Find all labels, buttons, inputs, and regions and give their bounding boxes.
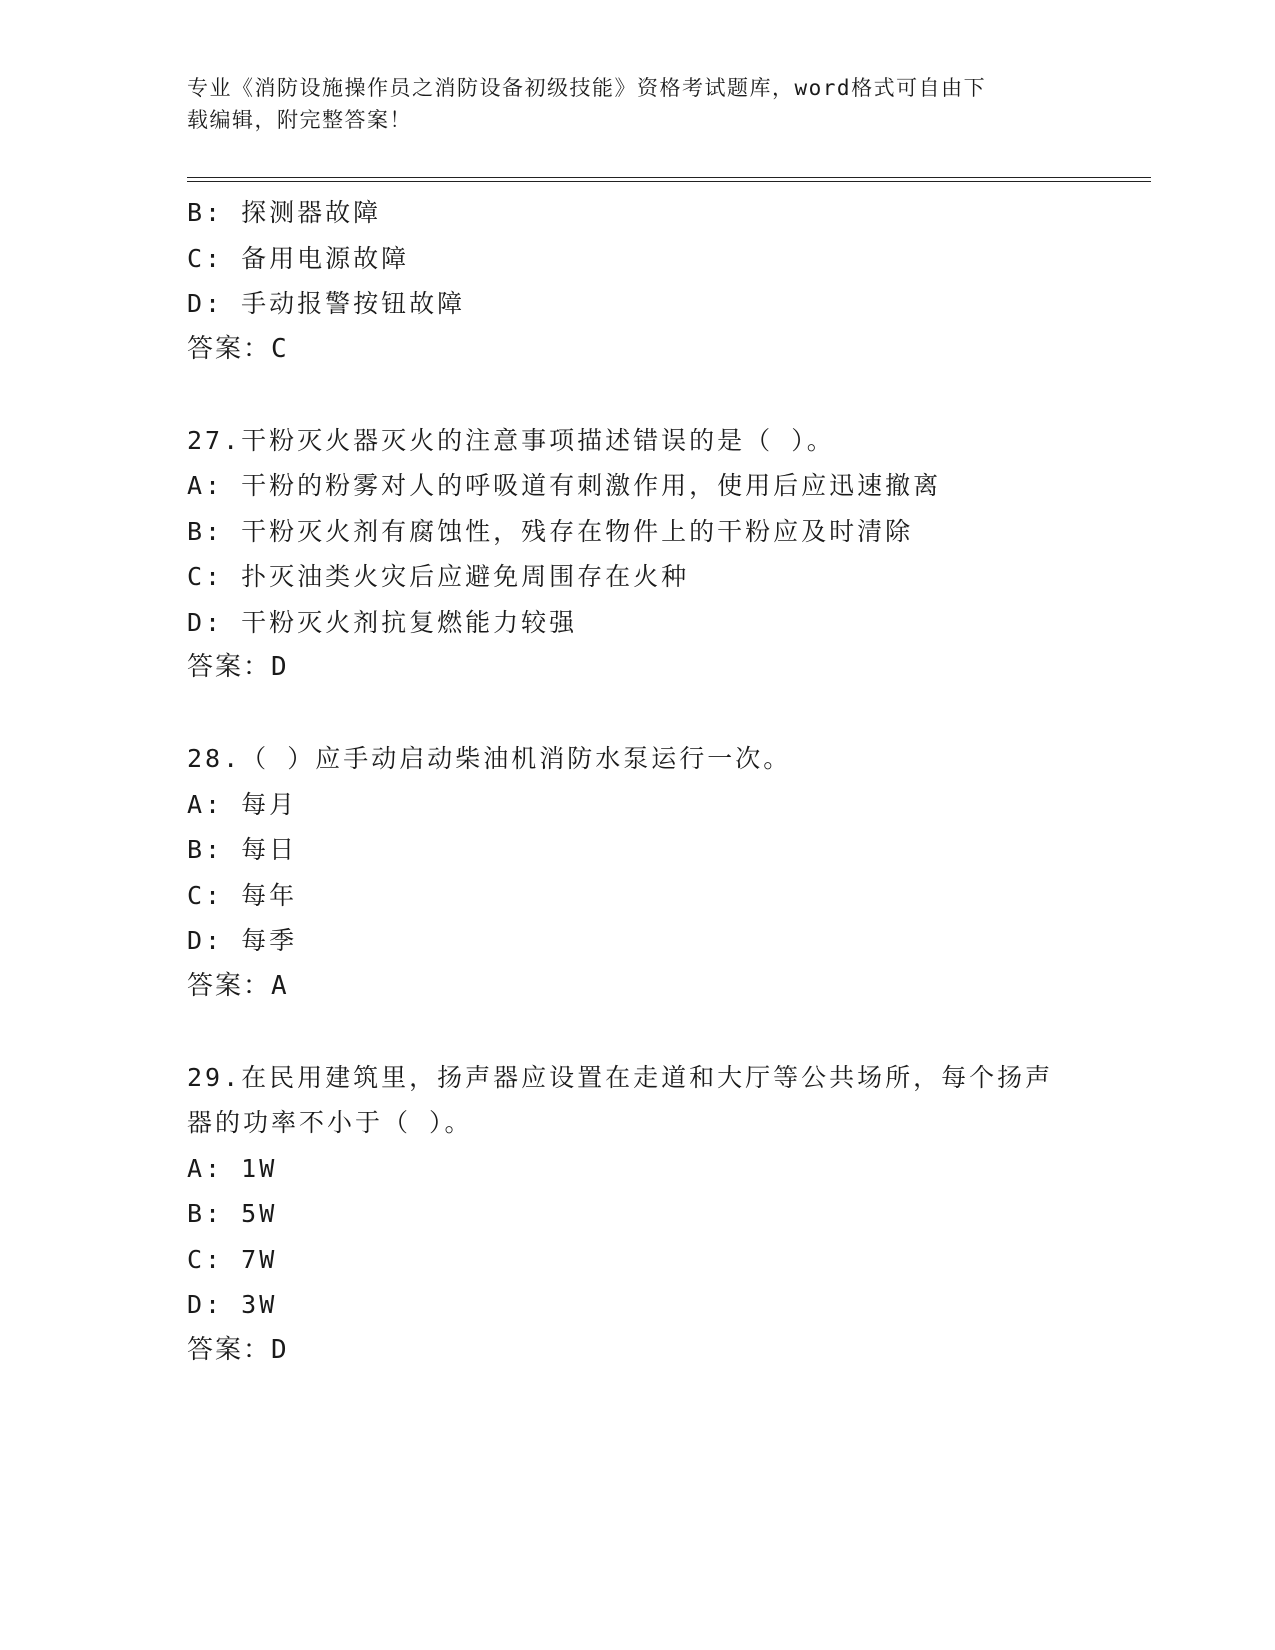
option-a: A: 干粉的粉雾对人的呼吸道有刺激作用，使用后应迅速撤离 xyxy=(187,471,942,500)
option-b: B: 探测器故障 xyxy=(187,198,382,227)
answer: 答案：A xyxy=(187,970,289,1001)
option-c: C: 每年 xyxy=(187,880,298,910)
option-a: A: 1W xyxy=(187,1153,278,1183)
option-b: B: 5W xyxy=(187,1199,278,1228)
answer: 答案：D xyxy=(187,652,289,682)
option-b: B: 干粉灭火剂有腐蚀性，残存在物件上的干粉应及时清除 xyxy=(187,516,914,546)
option-c: C: 扑灭油类火灾后应避免周围存在火种 xyxy=(187,562,690,591)
question-28 xyxy=(187,736,1107,1009)
header-line-1: 专业《消防设施操作员之消防设备初级技能》资格考试题库，word格式可自由下 xyxy=(187,76,987,100)
header-divider xyxy=(187,177,1151,182)
question-stem: 27.干粉灭火器灭火的注意事项描述错误的是（ ）。 xyxy=(187,425,835,455)
question-stem-line-1: 29.在民用建筑里，扬声器应设置在走道和大厅等公共场所，每个扬声 xyxy=(187,1062,1054,1092)
question-stem-line-2: 器的功率不小于（ ）。 xyxy=(187,1108,473,1137)
question-list xyxy=(187,190,1107,1373)
option-c: C: 7W xyxy=(187,1244,278,1274)
option-d: D: 干粉灭火剂抗复燃能力较强 xyxy=(187,607,578,637)
option-d: D: 手动报警按钮故障 xyxy=(187,289,466,318)
question-29 xyxy=(187,1055,1107,1374)
header-line-2: 载编辑，附完整答案！ xyxy=(187,108,412,132)
answer: 答案：C xyxy=(187,333,289,364)
option-b: B: 每日 xyxy=(187,835,298,864)
question-stem: 28.（ ）应手动启动柴油机消防水泵运行一次。 xyxy=(187,744,792,773)
document-header xyxy=(187,72,1067,136)
option-d: D: 3W xyxy=(187,1290,278,1319)
question-27 xyxy=(187,418,1107,691)
answer: 答案：D xyxy=(187,1334,289,1365)
prev-question xyxy=(187,190,1107,372)
option-c: C: 备用电源故障 xyxy=(187,243,410,273)
option-a: A: 每月 xyxy=(187,789,298,819)
option-d: D: 每季 xyxy=(187,926,298,955)
